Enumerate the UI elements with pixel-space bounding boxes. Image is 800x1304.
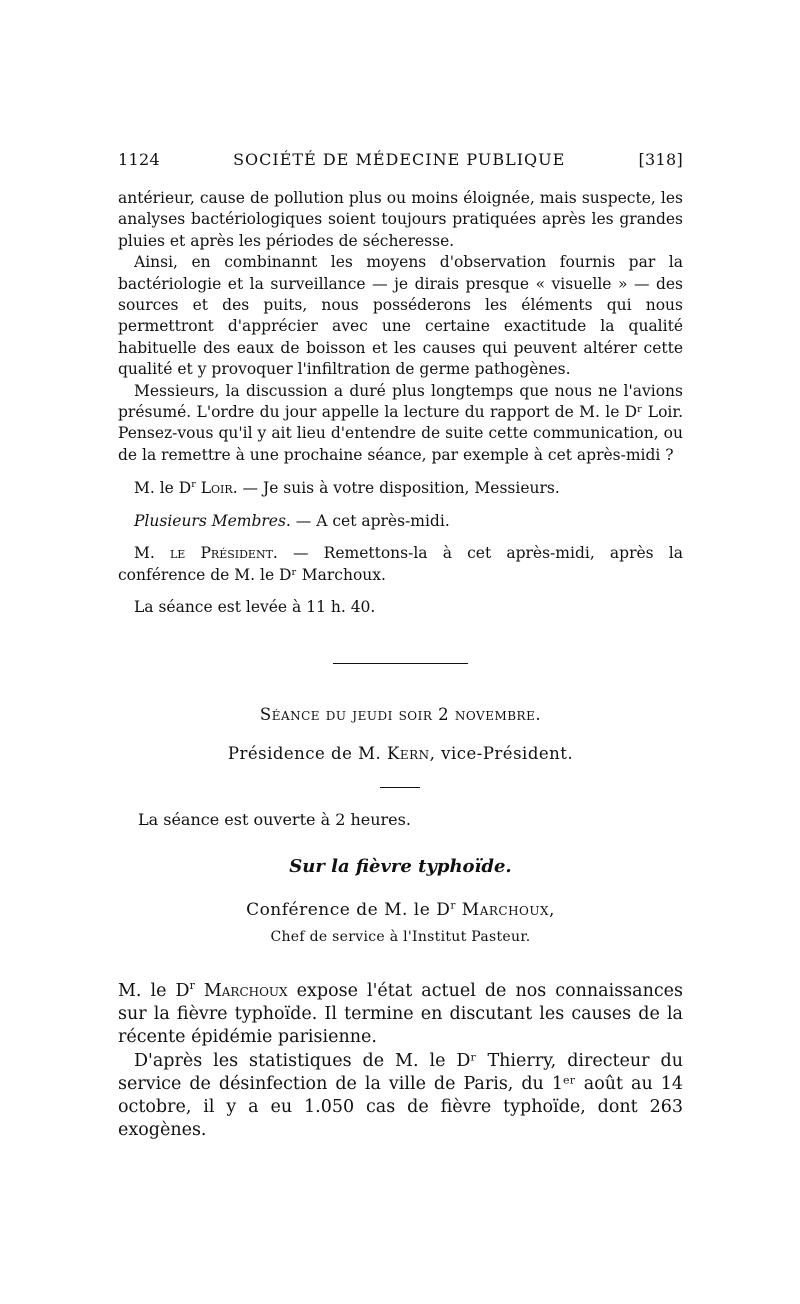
- speaker-name: Plusieurs Membres.: [134, 511, 291, 530]
- paragraph-text: expose l'état actuel de nos connaissances sur la fièvre typhoïde. Il termine en discutant les causes de la récente épidémie parisienne.: [118, 981, 684, 1048]
- dialog-text: — Remettons-la à cet après-midi, après la conférence de M. le Dʳ Marchoux.: [118, 544, 683, 584]
- seance-levee: La séance est levée à 11 h. 40.: [134, 597, 376, 616]
- paragraph-statistiques: D'après les statistiques de M. le Dʳ Thierry, directeur du service de désinfection de la ville de Paris, du 1ᵉʳ août au 14 octobre, il y a eu 1.050 cas de fièvre typhoïde, dont 263 exogènes.: [118, 1050, 683, 1141]
- paragraph-ainsi: Ainsi, en combinannt les moyens d'observation fournis par la bactériologie et la surveillance — je dirais presque « visuelle » — des sources et des puits, nous posséderons les éléments qui nous permettront d'apprécier avec une certaine exactitude la qualité habituelle des eaux de boisson et les causes qui peuvent altérer cette qualité et y provoquer l'infiltration de germe pathogènes.: [118, 253, 683, 379]
- section-divider: [333, 663, 468, 664]
- lecture-subject: Sur la fièvre typhoïde.: [289, 856, 512, 877]
- president-name: Kern,: [387, 744, 436, 763]
- dialog-membres: [118, 511, 683, 532]
- dr-superscript: r: [189, 979, 195, 993]
- presidence-suffix: vice-Président.: [435, 744, 574, 763]
- presidence-line: [118, 744, 683, 763]
- speaker-prefix: M. le D: [118, 981, 190, 1001]
- session-title: Séance du jeudi soir 2 novembre.: [259, 705, 542, 724]
- dialog-text: — A cet après-midi.: [290, 511, 450, 530]
- conference-prefix: Conférence de M. le D: [246, 900, 451, 920]
- dialog-loir: M. le $D^r$ Loir. — Je suis à votre disposition, Messieurs.: [134, 479, 560, 498]
- paragraph-continuation: antérieur, cause de pollution plus ou moins éloignée, mais suspecte, les analyses bactériologiques soient toujours pratiquées après les grandes pluies et après les périodes de sécheresse.: [118, 189, 683, 250]
- discussion-text: [118, 188, 683, 629]
- dialog-block: [118, 478, 683, 618]
- lecturer-affiliation: Chef de service à l'Institut Pasteur.: [270, 929, 531, 945]
- paragraph-expose: [118, 980, 683, 1050]
- page-number: 1124: [118, 150, 160, 169]
- running-header: [118, 150, 683, 169]
- short-divider: [380, 787, 420, 788]
- presidence-prefix: Présidence de M.: [227, 744, 382, 763]
- seance-ouverte: La séance est ouverte à 2 heures.: [138, 810, 411, 829]
- speaker-prefix: M. le: [134, 479, 174, 498]
- conference-line: [118, 900, 683, 920]
- paragraph-messieurs: Messieurs, la discussion a duré plus longtemps que nous ne l'avions présumé. L'ordre du jour appelle la lecture du rapport de M. le Dʳ Loir. Pensez-vous qu'il y ait lieu d'entendre de suite cette communication, ou de la remettre à une prochaine séance, par exemple à cet après-midi ?: [118, 381, 683, 464]
- dr-superscript: r: [191, 479, 196, 491]
- speaker-name: Marchoux: [203, 981, 288, 1001]
- lecture-text: [118, 980, 683, 1142]
- speaker-name: Loir.: [200, 479, 238, 498]
- dr-superscript: r: [450, 899, 456, 912]
- speaker-name: le Président.: [169, 544, 278, 563]
- lecturer-name: Marchoux,: [461, 900, 555, 920]
- dialog-president: [118, 543, 683, 586]
- bracket-page-number: [318]: [638, 150, 683, 169]
- dialog-text: — Je suis à votre disposition, Messieurs.: [237, 479, 560, 498]
- speaker-prefix: M.: [134, 544, 155, 563]
- running-title: SOCIÉTÉ DE MÉDECINE PUBLIQUE: [233, 150, 566, 169]
